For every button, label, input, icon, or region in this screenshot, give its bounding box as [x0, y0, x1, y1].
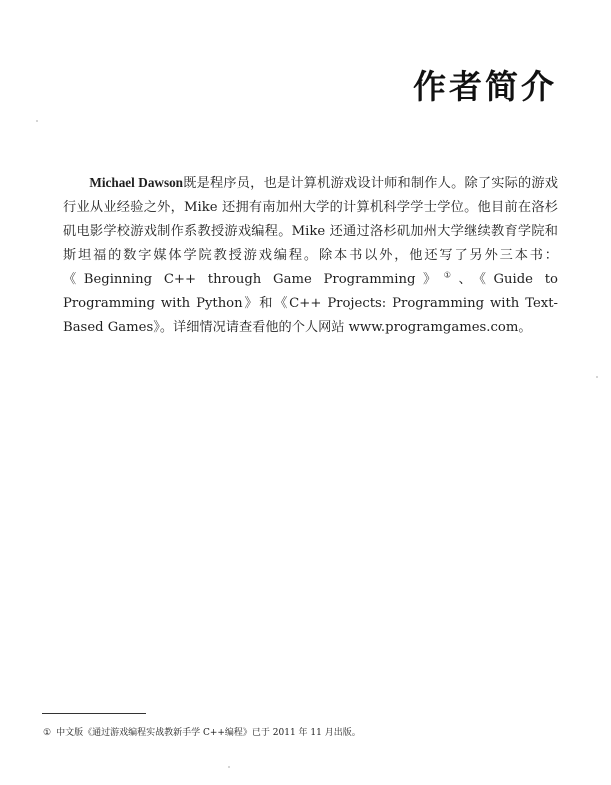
- author-name: Michael Dawson: [89, 175, 184, 190]
- bio-text-part-2: 、《Guide to Programming with Python》和《C++ Projects: Programming with Text-Based Games》。详细情况请查看他的个人网站 www.programgames.com。: [63, 272, 559, 335]
- footnote-text: 中文版《通过游戏编程实战教新手学 C++编程》已于 2011 年 11 月出版。: [56, 728, 361, 738]
- footnote-divider: [42, 713, 146, 714]
- footnote-reference: ①: [443, 270, 459, 280]
- scan-speck: [228, 766, 230, 768]
- footnote: [43, 727, 361, 740]
- bio-text-part-1: 既是程序员，也是计算机游戏设计师和制作人。除了实际的游戏行业从业经验之外，Mike 还拥有南加州大学的计算机科学学士学位。他目前在洛杉矶电影学校游戏制作系教授游戏编程。Mike 还通过洛杉矶加州大学继续教育学院和斯坦福的数字媒体学院教授游戏编程。除本书以外，他还写了另外三本书：《Beginning C++ through Game Programming》: [63, 176, 558, 287]
- scan-speck: [36, 120, 38, 122]
- author-bio-paragraph: [63, 171, 558, 340]
- footnote-marker: ①: [43, 728, 52, 738]
- scan-speck: [596, 376, 598, 378]
- page-title: 作者简介: [413, 67, 557, 106]
